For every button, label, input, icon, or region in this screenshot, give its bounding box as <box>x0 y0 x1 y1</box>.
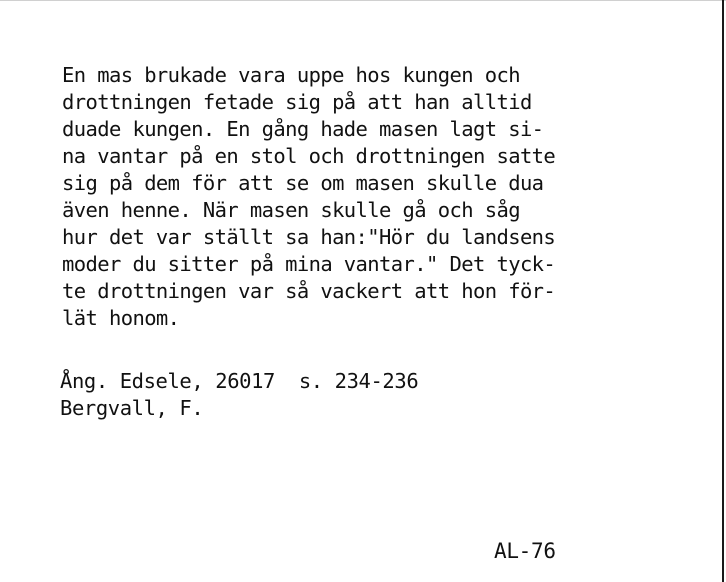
story-line: En mas brukade vara uppe hos kungen och <box>62 63 520 87</box>
source-place-line: Ång. Edsele, 26017 s. 234-236 <box>60 369 419 393</box>
story-line: duade kungen. En gång hade masen lagt si- <box>62 117 544 141</box>
source-reference <box>60 368 540 422</box>
story-line: sig på dem för att se om masen skulle dua <box>62 171 544 195</box>
story-line: te drottningen var så vackert att hon för- <box>62 279 556 303</box>
card-top-edge <box>0 0 726 1</box>
story-line: moder du sitter på mina vantar." Det tyck- <box>62 252 556 276</box>
story-text <box>62 62 662 332</box>
story-line: även henne. När masen skulle gå och såg <box>62 198 520 222</box>
story-line: lät honom. <box>62 306 180 330</box>
story-line: drottningen fetade sig på att han alltid <box>62 90 532 114</box>
source-informant-line: Bergvall, F. <box>60 396 204 420</box>
story-line: hur det var ställt sa han:"Hör du landsens <box>62 225 556 249</box>
story-line: na vantar på en stol och drottningen satte <box>62 144 556 168</box>
archive-code: AL-76 <box>494 539 556 563</box>
card-right-edge <box>722 0 724 582</box>
